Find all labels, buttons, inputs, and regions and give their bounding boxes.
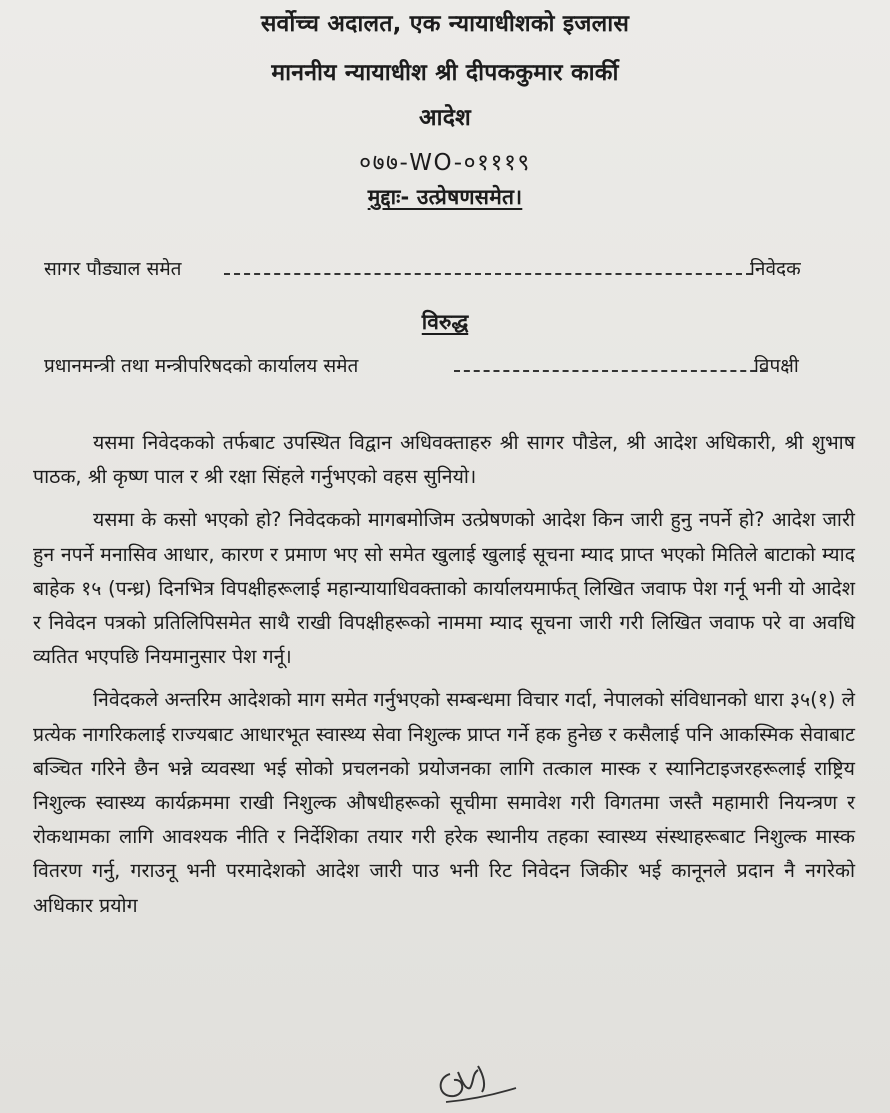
paragraph-show-cause: यसमा के कसो भएको हो? निवेदकको मागबमोजिम उत्प्रेषणको आदेश किन जारी हुनु नपर्ने हो? आदेश जारी हुन नपर्ने मनासिव आधार, कारण र प्रमाण भए सो समेत खुलाई खुलाई सूचना म्याद प्राप्त भएको मितिले बाटाको म्याद बाहेक १५ (पन्ध्र) दिनभित्र विपक्षीहरूलाई महान्यायाधिवक्ताको कार्यालयमार्फत् लिखित जवाफ पेश गर्नू भनी यो आदेश र निवेदन पत्रको प्रतिलिपिसमेत साथै राखी विपक्षीहरूको नाममा म्याद सूचना जारी गरी लिखित जवाफ परे वा अवधि व्यतित भएपछि नियमानुसार पेश गर्नू। [33, 508, 855, 669]
dotted-leader [454, 370, 766, 372]
document-type: आदेश [419, 105, 471, 131]
petitioner-role: निवेदक [750, 258, 801, 280]
judge-name: माननीय न्यायाधीश श्री दीपककुमार कार्की [271, 60, 619, 86]
case-number: ०७७-WO-०१११९ [359, 150, 531, 176]
court-title: सर्वोच्च अदालत, एक न्यायाधीशको इजलास [260, 11, 630, 37]
petitioner-name: सागर पौड्याल समेत [44, 258, 182, 280]
petitioner-line [44, 255, 834, 287]
signature-initials [428, 1052, 528, 1107]
versus-label [0, 308, 890, 336]
paragraph-hearing: यसमा निवेदकको तर्फबाट उपस्थित विद्वान अधिवक्ताहरु श्री सागर पौडेल, श्री आदेश अधिकारी, श्री शुभाष पाठक, श्री कृष्ण पाल र श्री रक्षा सिंहले गर्नुभएको वहस सुनियो। [33, 431, 855, 489]
respondent-name: प्रधानमन्त्री तथा मन्त्रीपरिषदको कार्यालय समेत [44, 355, 359, 377]
versus-text: विरुद्ध [421, 310, 469, 334]
respondent-line [44, 352, 834, 384]
case-subject [0, 183, 890, 211]
dotted-leader [224, 273, 752, 275]
paragraph-interim-order: निवेदकले अन्तरिम आदेशको माग समेत गर्नुभएको सम्बन्धमा विचार गर्दा, नेपालको संविधानको धारा ३५(१) ले प्रत्येक नागरिकलाई राज्यबाट आधारभूत स्वास्थ्य सेवा निशुल्क प्राप्त गर्ने हक हुनेछ र कसैलाई पनि आकस्मिक सेवाबाट बञ्चित गरिने छैन भन्ने व्यवस्था भई सोको प्रचलनको प्रयोजनका लागि तत्काल मास्क र स्यानिटाइजरहरूलाई राष्ट्रिय निशुल्क स्वास्थ्य कार्यक्रममा राखी निशुल्क औषधीहरूको सूचीमा समावेश गरी विगतमा जस्तै महामारी नियन्त्रण र रोकथामका लागि आवश्यक नीति र निर्देशिका तयार गरी हरेक स्थानीय तहका स्वास्थ्य संस्थाहरूबाट निशुल्क मास्क वितरण गर्नु, गराउनू भनी परमादेशको आदेश जारी पाउ भनी रिट निवेदन जिकीर भई कानूनले प्रदान नै नगरेको अधिकार प्रयोग [33, 688, 855, 917]
respondent-role: विपक्षी [754, 355, 799, 377]
order-body [33, 426, 855, 932]
case-subject-text: मुद्दाः- उत्प्रेषणसमेत। [367, 185, 523, 209]
